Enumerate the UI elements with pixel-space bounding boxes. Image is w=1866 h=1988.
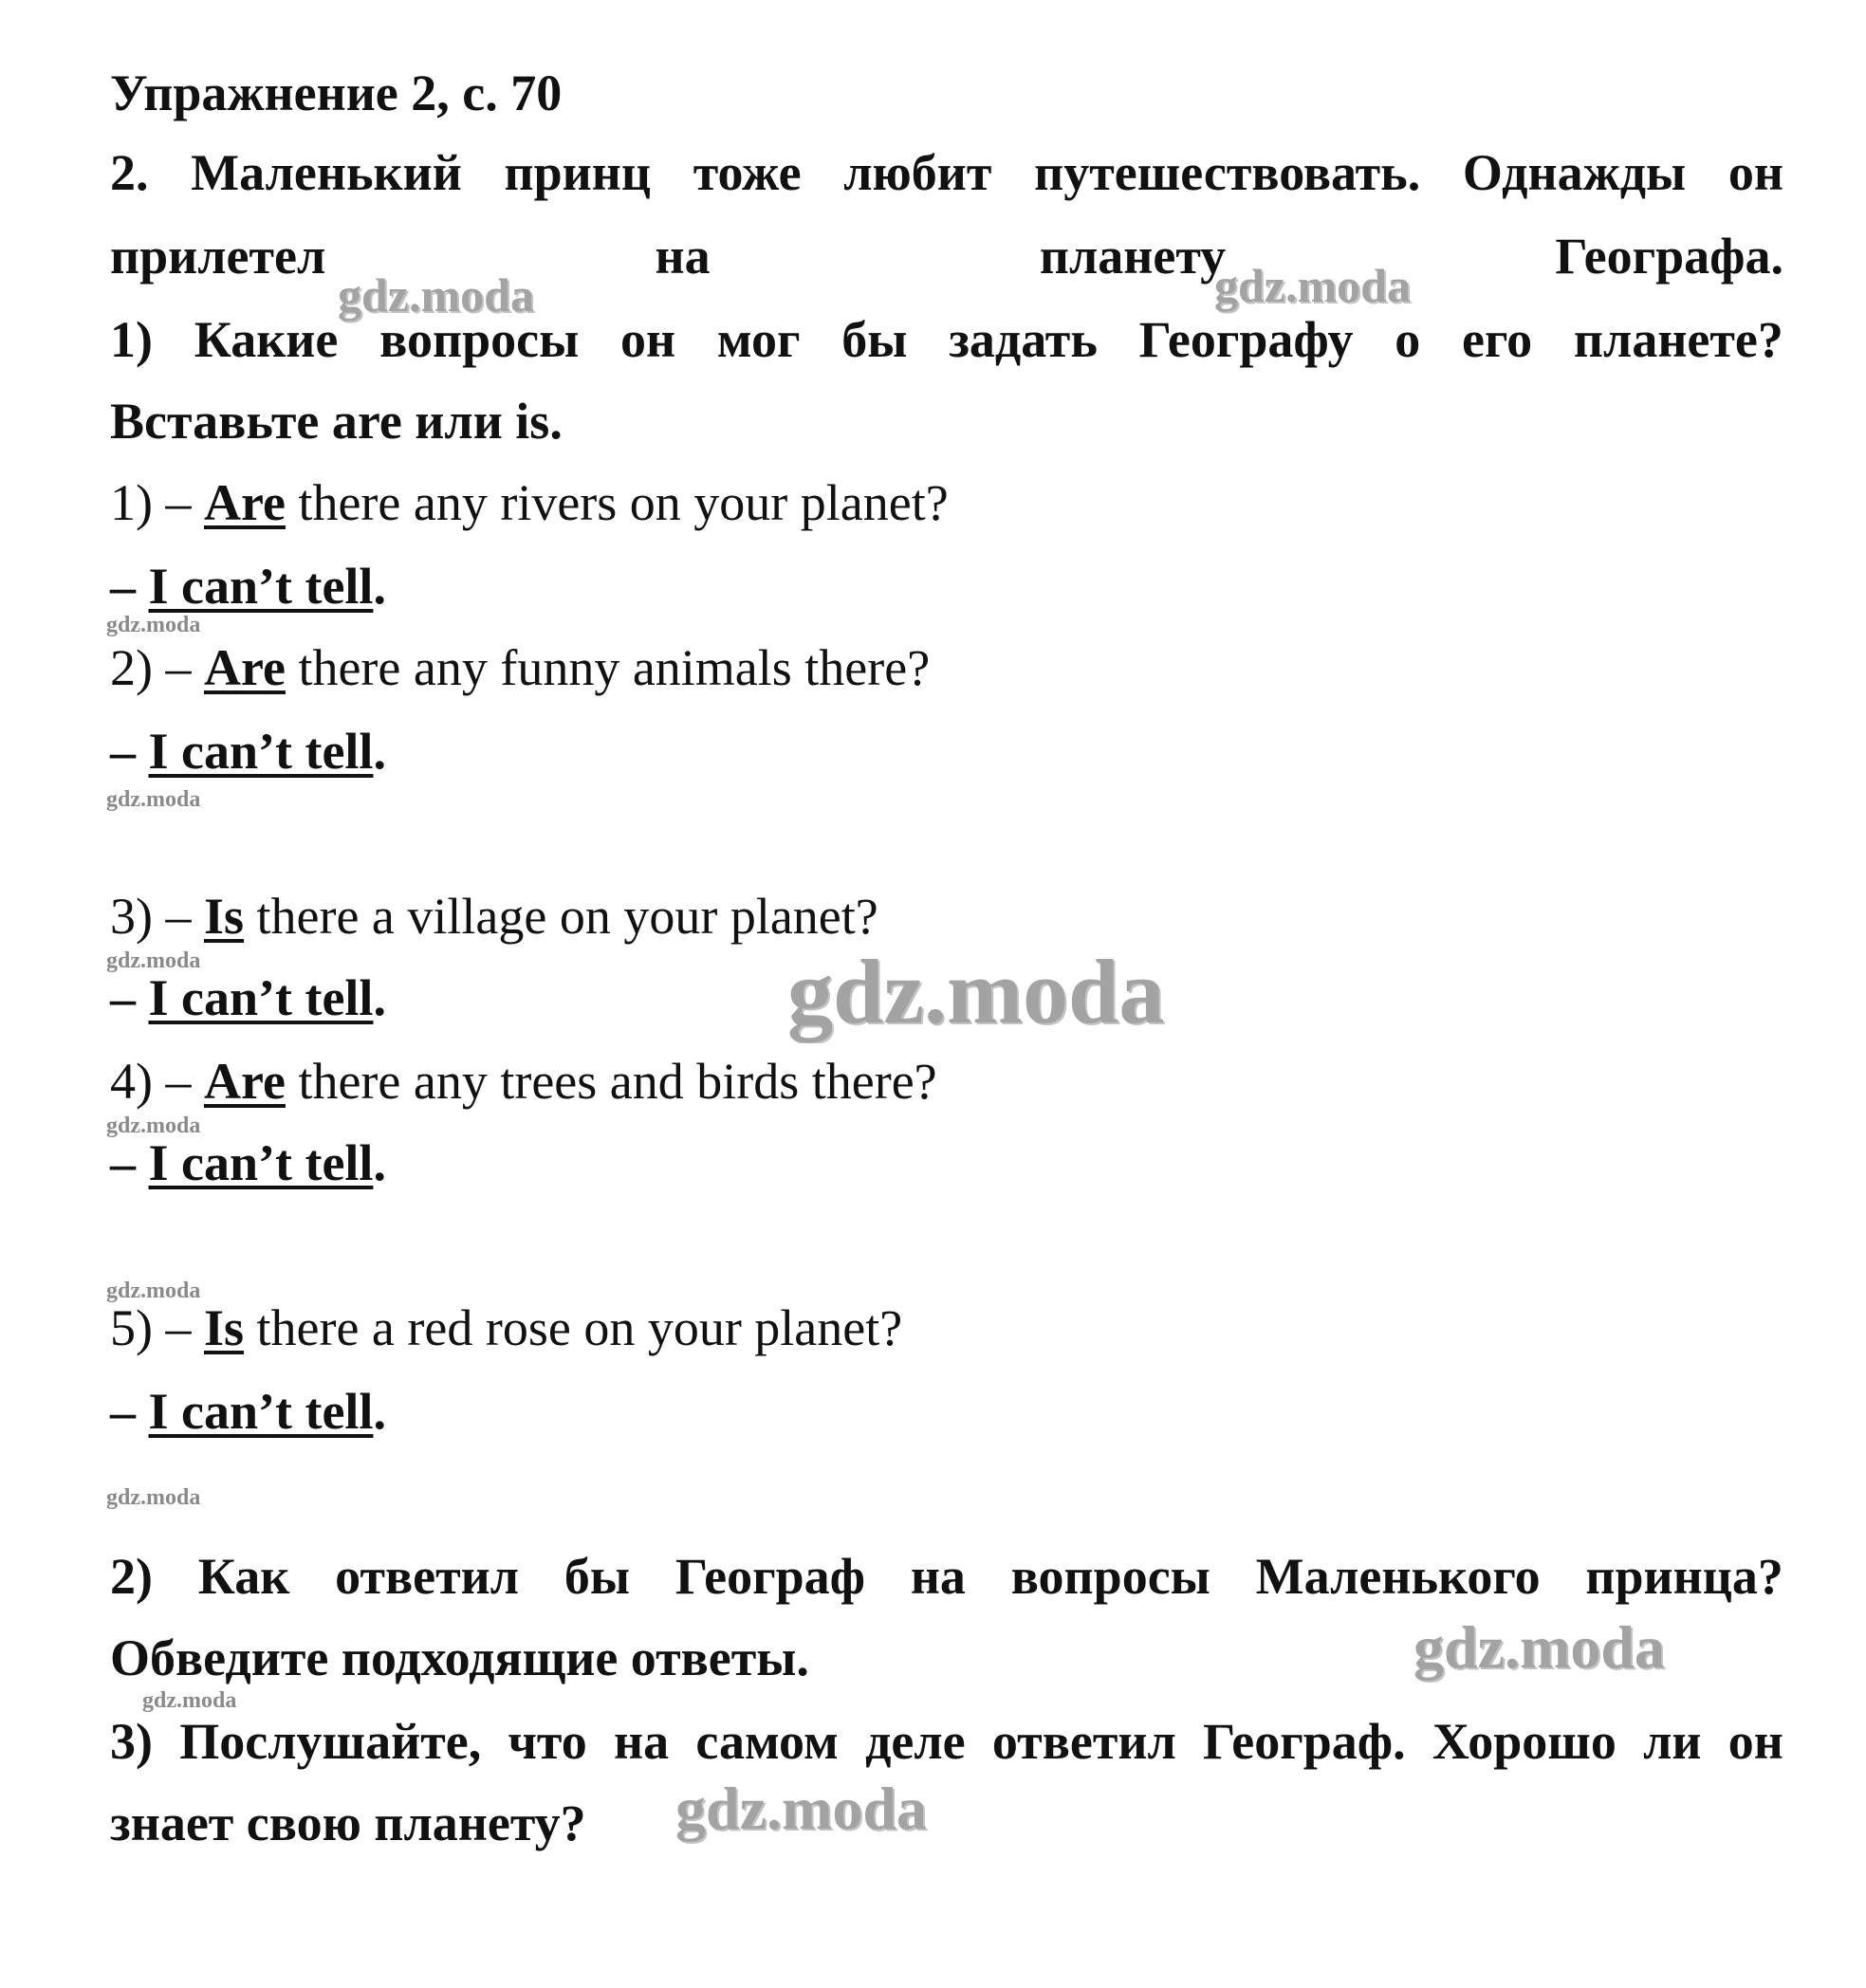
word: 1) [110, 311, 153, 368]
word: мог [716, 311, 801, 368]
word: Как [197, 1548, 290, 1605]
question-text: there a village on your planet? [244, 888, 878, 945]
word: на [613, 1713, 670, 1770]
word: 2. [110, 144, 149, 201]
watermark-small: gdz.moda [106, 787, 201, 812]
word: самом [695, 1713, 839, 1770]
question-text: there a red rose on your planet? [244, 1299, 903, 1356]
reply-text: I can’t tell [148, 1134, 374, 1191]
reply-1 [110, 556, 386, 617]
question-3 [110, 886, 878, 947]
word: 3) [110, 1713, 153, 1770]
answer-word: Are [203, 639, 286, 696]
word: он [1727, 1713, 1783, 1770]
watermark: gdz.moda [338, 268, 534, 322]
word: о [1395, 311, 1421, 368]
word: тоже [693, 144, 802, 201]
question-5 [110, 1298, 902, 1358]
reply-3 [110, 967, 386, 1028]
question-number: 2) – [110, 639, 192, 696]
word: принца? [1585, 1548, 1783, 1605]
task-intro-line-1 [110, 142, 1783, 203]
reply-text: I can’t tell [148, 1383, 374, 1440]
question-text: there any rivers on your planet? [285, 474, 949, 531]
question-number: 3) – [110, 888, 192, 945]
word: Географ [674, 1548, 865, 1605]
reply-dash: – [110, 969, 149, 1026]
reply-dash: – [110, 1383, 149, 1440]
reply-end: . [373, 969, 386, 1026]
watermark: gdz.moda [675, 1775, 927, 1842]
word: он [620, 311, 676, 368]
word: он [1727, 144, 1783, 201]
word: планете? [1573, 311, 1783, 368]
watermark: gdz.moda [787, 941, 1165, 1042]
question-4 [110, 1051, 937, 1112]
word: планету [1039, 228, 1227, 285]
watermark-small: gdz.moda [142, 1688, 237, 1713]
subtask-2-line-1 [110, 1546, 1783, 1607]
word: ли [1643, 1713, 1702, 1770]
word: Какие [194, 311, 339, 368]
subtask-2-line-2: Обведите подходящие ответы. [110, 1629, 809, 1686]
word: Хорошо [1432, 1713, 1617, 1770]
answer-word: Is [203, 888, 245, 945]
question-1 [110, 472, 949, 533]
question-number: 5) – [110, 1299, 192, 1356]
word: Однажды [1462, 144, 1687, 201]
reply-dash: – [110, 723, 149, 780]
question-number: 1) – [110, 474, 192, 531]
word: на [910, 1548, 966, 1605]
word: Географ. [1203, 1713, 1406, 1770]
word: любит [843, 144, 992, 201]
word: Географа. [1555, 228, 1783, 285]
word: деле [865, 1713, 966, 1770]
reply-text: I can’t tell [148, 558, 374, 615]
question-text: there any funny animals there? [285, 639, 931, 696]
question-text: there any trees and birds there? [285, 1053, 937, 1110]
watermark-small: gdz.moda [106, 1485, 201, 1510]
word: задать [949, 311, 1098, 368]
reply-2 [110, 721, 386, 782]
subtask-3-line-1 [110, 1711, 1783, 1772]
reply-end: . [373, 723, 386, 780]
word: Послушайте, [179, 1713, 482, 1770]
watermark-small: gdz.moda [106, 1114, 201, 1138]
word: ответил [991, 1713, 1176, 1770]
reply-end: . [373, 1134, 386, 1191]
reply-end: . [373, 1383, 386, 1440]
exercise-heading: Упражнение 2, с. 70 [110, 64, 563, 121]
reply-5 [110, 1381, 386, 1442]
word: вопросы [379, 311, 580, 368]
watermark: gdz.moda [1214, 259, 1411, 312]
word: прилетел [110, 228, 326, 285]
watermark-small: gdz.moda [106, 613, 201, 637]
reply-text: I can’t tell [148, 723, 374, 780]
watermark-small: gdz.moda [106, 1279, 201, 1303]
word: вопросы [1010, 1548, 1210, 1605]
word: Маленький [191, 144, 462, 201]
reply-text: I can’t tell [148, 969, 374, 1026]
answer-word: Are [203, 474, 286, 531]
word: его [1461, 311, 1533, 368]
reply-dash: – [110, 1134, 149, 1191]
question-2 [110, 637, 930, 698]
word: что [508, 1713, 587, 1770]
watermark-small: gdz.moda [106, 948, 201, 973]
word: путешествовать. [1034, 144, 1421, 201]
question-number: 4) – [110, 1053, 192, 1110]
reply-end: . [373, 558, 386, 615]
word: Географу [1138, 311, 1354, 368]
answer-word: Is [203, 1299, 245, 1356]
word: принц [504, 144, 652, 201]
word: бы [563, 1548, 631, 1605]
subtask-1-line-2: Вставьте are или is. [110, 393, 563, 450]
word: Маленького [1255, 1548, 1541, 1605]
word: на [655, 228, 711, 285]
reply-dash: – [110, 558, 149, 615]
word: 2) [110, 1548, 153, 1605]
watermark: gdz.moda [1413, 1613, 1665, 1681]
word: бы [841, 311, 908, 368]
subtask-3-line-2: знает свою планету? [110, 1795, 586, 1851]
word: ответил [335, 1548, 520, 1605]
reply-4 [110, 1132, 386, 1193]
answer-word: Are [203, 1053, 286, 1110]
